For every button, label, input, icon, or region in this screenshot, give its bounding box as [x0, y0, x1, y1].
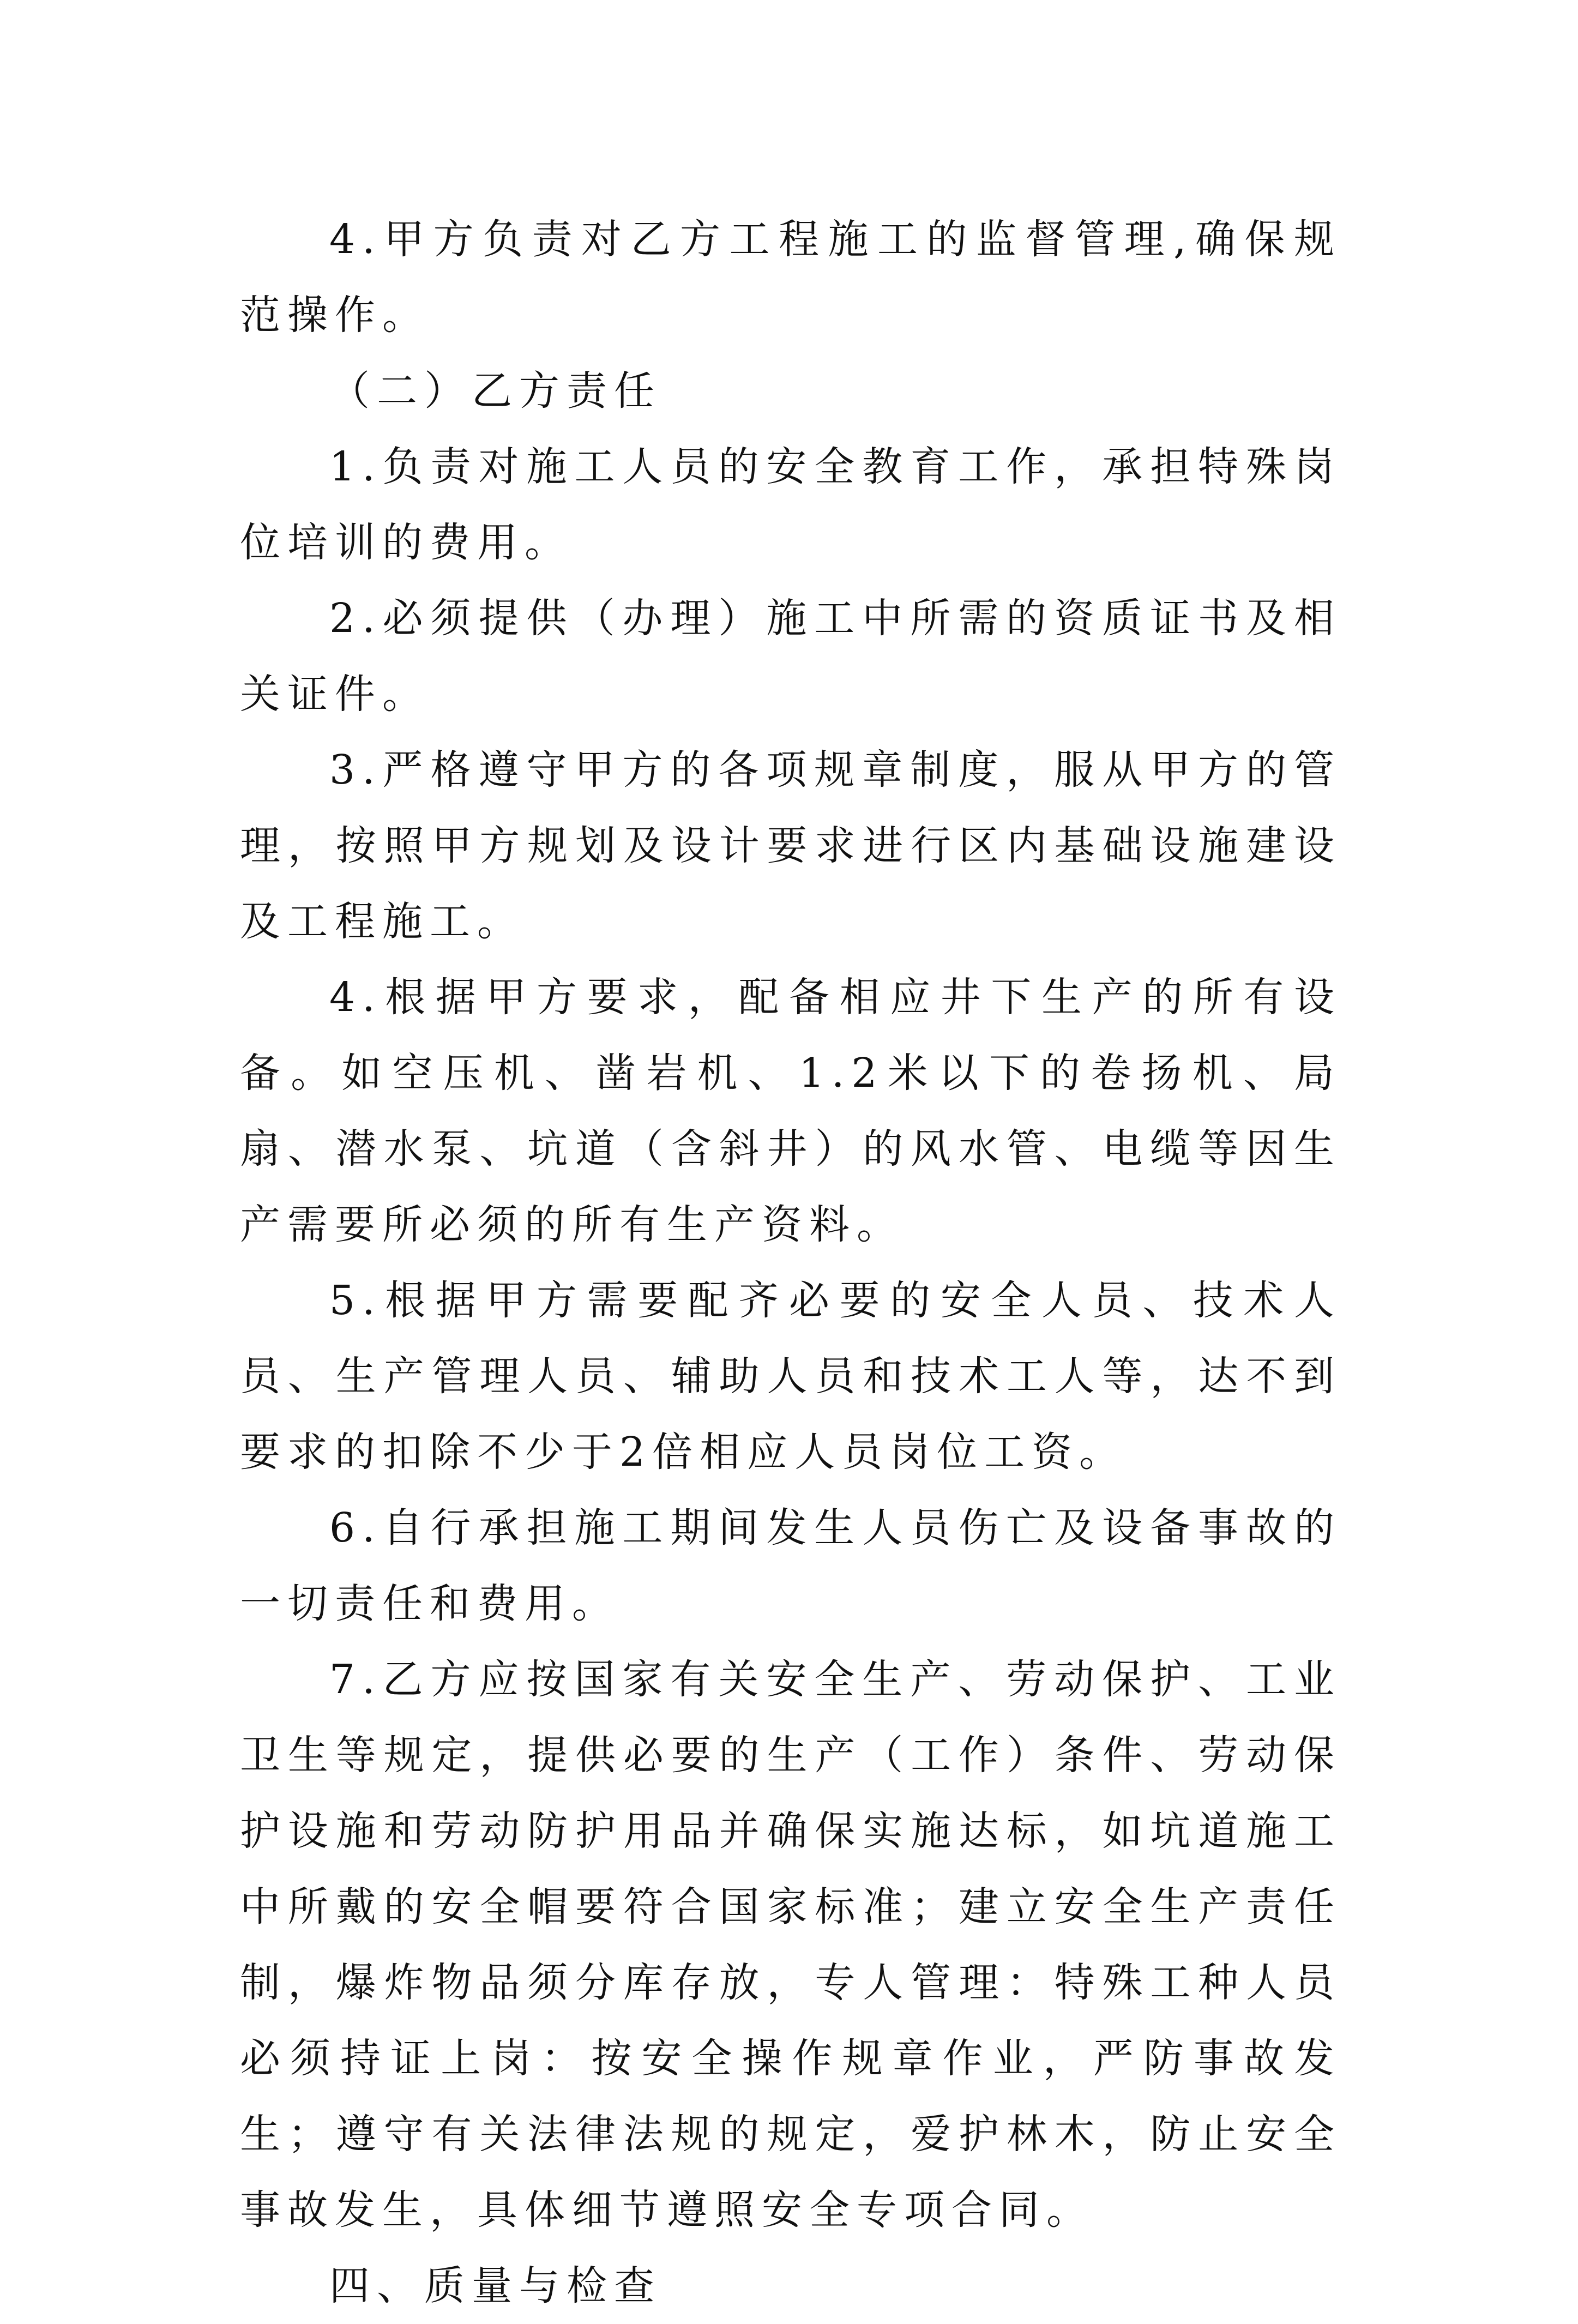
paragraph-party-b-item-2: 2.必须提供（办理）施工中所需的资质证书及相关证件。	[240, 595, 1341, 718]
paragraph-party-b-item-5: 5.根据甲方需要配齐必要的安全人员、技术人员、生产管理人员、辅助人员和技术工人等，达不到要求的扣除不少于2倍相应人员岗位工资。	[240, 1277, 1341, 1476]
section-heading-quality-inspection: 四、质量与检查	[329, 2262, 661, 2309]
paragraph-party-a-item-4: 4.甲方负责对乙方工程施工的监督管理,确保规范操作。	[240, 216, 1341, 339]
paragraph-party-b-item-1: 1.负责对施工人员的安全教育工作，承担特殊岗位培训的费用。	[240, 443, 1341, 566]
paragraph-party-b-item-3: 3.严格遵守甲方的各项规章制度，服从甲方的管理，按照甲方规划及设计要求进行区内基础设施建设及工程施工。	[240, 746, 1341, 945]
section-heading-party-b-responsibility: （二）乙方责任	[329, 368, 661, 414]
paragraph-party-b-item-7: 7.乙方应按国家有关安全生产、劳动保护、工业卫生等规定，提供必要的生产（工作）条件、劳动保护设施和劳动防护用品并确保实施达标，如坑道施工中所戴的安全帽要符合国家标准；建立安全生产责任制，爆炸物品须分库存放，专人管理：特殊工种人员必须持证上岗：按安全操作规章作业，严防事故发生；遵守有关法律法规的规定，爱护林木，防止安全事故发生，具体细节遵照安全专项合同。	[240, 1656, 1341, 2233]
paragraph-party-b-item-4: 4.根据甲方要求，配备相应井下生产的所有设备。如空压机、凿岩机、1.2米以下的卷扬机、局扇、潜水泵、坑道（含斜井）的风水管、电缆等因生产需要所必须的所有生产资料。	[240, 974, 1341, 1248]
paragraph-party-b-item-6: 6.自行承担施工期间发生人员伤亡及设备事故的一切责任和费用。	[240, 1504, 1341, 1627]
document-body	[240, 202, 1341, 2324]
